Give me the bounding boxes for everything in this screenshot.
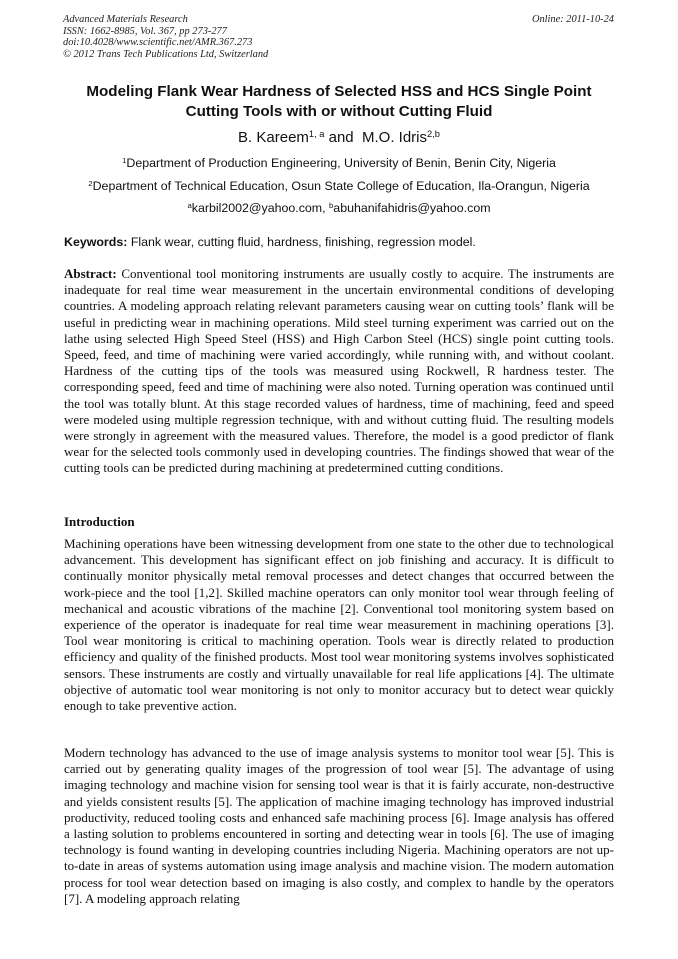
email-a-mark: a: [187, 200, 192, 210]
journal-header: [63, 14, 268, 60]
issn-line: ISSN: 1662-8985, Vol. 367, pp 273-277: [63, 25, 227, 37]
title-line-1: Modeling Flank Wear Hardness of Selected HSS and HCS Single Point: [86, 83, 592, 100]
introduction-heading: Introduction: [64, 514, 135, 529]
keywords: [64, 235, 616, 249]
affiliation-1: [40, 156, 638, 170]
keywords-text: Flank wear, cutting fluid, hardness, finishing, regression model.: [130, 235, 476, 249]
author-1-affiliation-mark: 1, a: [308, 128, 325, 139]
intro-paragraph-1: Machining operations have been witnessing development from one state to the other due to technological advancement. This development has significant effect on job finishing and accuracy. It is difficult to continually monitor physically metal removal processes and detect changes that occurred between the work-piece and the tool [1,2]. Skilled machine operators can only monitor tool wear through feeling of mechanical and acoustic vibrations of the machine [2]. Conventional tool monitoring system based on experience of the operator is inadequate for real time wear measurement in machining operations [3]. Tool wear monitoring is critical to machining operation. Tools wear is directly related to production efficiency and quality of the finished products. Most tool wear monitoring systems involves sophisticated sensors. These instruments are costly and virtually unavailable for real life applications [4]. The ultimate objective of automatic tool wear monitoring is not only to monitor accuracy but to detect wear quickly enough to take preventive action.: [64, 536, 614, 714]
affiliation-2: [40, 179, 638, 193]
email-line: [40, 201, 638, 215]
author-1: B. Kareem: [238, 129, 309, 146]
paper-title: [60, 82, 618, 122]
author-2-affiliation-mark: 2,b: [427, 128, 440, 139]
abstract: [64, 266, 614, 477]
affiliation-2-mark: 2: [88, 178, 93, 188]
affiliation-1-mark: 1: [122, 155, 127, 165]
affiliation-2-text: Department of Technical Education, Osun State College of Education, Ila-Orangun, Nigeria: [92, 179, 590, 193]
email-b[interactable]: abuhanifahidris@yahoo.com: [333, 201, 491, 215]
intro-paragraph-2: Modern technology has advanced to the use of image analysis systems to monitor tool wear [5]. This is carried out by generating quality images of the progression of tool wear [5]. The advantage of using imaging technology and machine vision for sensing tool wear is that it is fairly accurate, non-destructive and yields consistent results [5]. The application of machine imaging technology has improved industrial productivity, reduced tooling costs and enhanced safe machining process [6]. Image analysis has offered a lasting solution to problems encountered in sorting and detecting wear in tools [6]. The use of imaging technology is found wanting in developing countries including Nigeria. Machining operators are not up-to-date in areas of systems automation using image analysis and machine vision. The modern automation process for tool wear detection based on imaging is also costly, and complex to handle by the operators [7]. A modeling approach relating: [64, 745, 614, 906]
doi-line: doi:10.4028/www.scientific.net/AMR.367.273: [63, 37, 253, 49]
keywords-label: Keywords:: [64, 235, 128, 249]
abstract-text: Conventional tool monitoring instruments are usually costly to acquire. The instruments are inadequate for real time wear measurement in the uncertain environmental conditions of developing countries. A modeling approach relating relevant parameters causing wear on cutting tools’ flank will be useful in predicting wear in machining operations. Mild steel turning experiment was carried out on the lathe using selected High Speed Steel (HSS) and High Carbon Steel (HCS) single point cutting tools. Speed, feed, and time of machining were varied accordingly, while running with, and without coolant. Hardness of the cutting tips of the tools was measured using Rockwell, R hardness tester. The corresponding speed, feed and time of machining were also noted. Turning operation was continued until the tool was totally blunt. At this stage recorded values of hardness, time of machining, feed and speed were modeled using multiple regression technique, with and without cutting fluid. The resulting models were strongly in agreement with the measured values. Therefore, the model is a good predictor of flank wear for the selected tools commonly used in developing countries. The findings showed that wear of the cutting tools can be predicted during machining at predetermined cutting conditions.: [64, 266, 615, 476]
online-date: Online: 2011-10-24: [531, 14, 614, 25]
title-line-2: Cutting Tools with or without Cutting Fluid: [185, 103, 493, 120]
author-conjunction: and: [328, 129, 354, 146]
author-line: [60, 129, 618, 146]
email-b-mark: b: [329, 200, 334, 210]
journal-name: Advanced Materials Research: [63, 14, 188, 25]
affiliation-1-text: Department of Production Engineering, University of Benin, Benin City, Nigeria: [126, 156, 556, 170]
copyright-line: © 2012 Trans Tech Publications Ltd, Switzerland: [63, 48, 269, 60]
abstract-label: Abstract:: [64, 266, 117, 281]
email-a[interactable]: karbil2002@yahoo.com,: [191, 201, 326, 215]
author-2: M.O. Idris: [361, 129, 427, 146]
